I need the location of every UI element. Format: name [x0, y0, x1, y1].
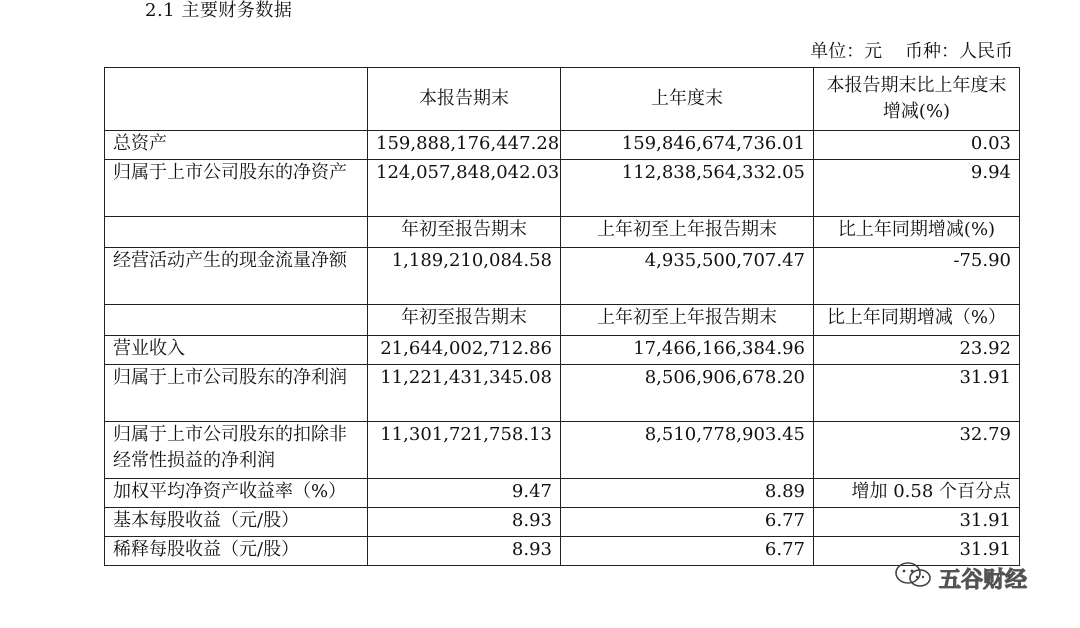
- watermark-text: 五谷财经: [939, 567, 1028, 593]
- row-label: 加权平均净资产收益率（%）: [105, 479, 368, 508]
- row-value-2: 8,506,906,678.20: [561, 365, 814, 422]
- row-value-1: 1,189,210,084.58: [368, 248, 561, 305]
- row-value-2: 159,846,674,736.01: [561, 131, 814, 160]
- row-value-3: 0.03: [814, 131, 1020, 160]
- row-value-3: 31.91: [814, 537, 1020, 566]
- row-value-1: 11,301,721,758.13: [368, 422, 561, 479]
- row-value-3: 31.91: [814, 508, 1020, 537]
- table-row: [105, 365, 1020, 422]
- subheader-yoy-change: 比上年同期增减（%）: [814, 305, 1020, 336]
- row-value-2: 8,510,778,903.45: [561, 422, 814, 479]
- row-value-1: 11,221,431,345.08: [368, 365, 561, 422]
- table-row: [105, 160, 1020, 217]
- row-value-3: 31.91: [814, 365, 1020, 422]
- table-row: [105, 131, 1020, 160]
- row-value-1: 21,644,002,712.86: [368, 336, 561, 365]
- header-prior-year-end: 上年度末: [561, 68, 814, 131]
- row-value-2: 8.89: [561, 479, 814, 508]
- row-value-3: 32.79: [814, 422, 1020, 479]
- table-row: [105, 422, 1020, 479]
- row-value-3: 9.94: [814, 160, 1020, 217]
- header-current-period-end: 本报告期末: [368, 68, 561, 131]
- row-label: 总资产: [105, 131, 368, 160]
- row-label: 归属于上市公司股东的扣除非经常性损益的净利润: [105, 422, 368, 479]
- row-value-1: 9.47: [368, 479, 561, 508]
- row-value-2: 6.77: [561, 508, 814, 537]
- row-value-2: 17,466,166,384.96: [561, 336, 814, 365]
- row-value-3: -75.90: [814, 248, 1020, 305]
- table-row: [105, 248, 1020, 305]
- subheader-ytd: 年初至报告期末: [368, 217, 561, 248]
- subheader-yoy-change: 比上年同期增减(%): [814, 217, 1020, 248]
- row-label: 营业收入: [105, 336, 368, 365]
- subheader-ytd: 年初至报告期末: [368, 305, 561, 336]
- row-value-2: 112,838,564,332.05: [561, 160, 814, 217]
- row-label: 基本每股收益（元/股）: [105, 508, 368, 537]
- section-title: 2.1 主要财务数据: [145, 0, 293, 21]
- row-value-3: 增加 0.58 个百分点: [814, 479, 1020, 508]
- row-value-1: 124,057,848,042.03: [368, 160, 561, 217]
- row-label: 归属于上市公司股东的净利润: [105, 365, 368, 422]
- subheader-prior-ytd: 上年初至上年报告期末: [561, 217, 814, 248]
- row-value-1: 159,888,176,447.28: [368, 131, 561, 160]
- table-row: [105, 336, 1020, 365]
- subheader-empty-cell: [105, 305, 368, 336]
- table-subheader-row: [105, 217, 1020, 248]
- row-value-2: 4,935,500,707.47: [561, 248, 814, 305]
- row-label: 归属于上市公司股东的净资产: [105, 160, 368, 217]
- unit-currency-line: 单位：元 币种：人民币: [810, 41, 1013, 62]
- subheader-prior-ytd: 上年初至上年报告期末: [561, 305, 814, 336]
- row-label: 稀释每股收益（元/股）: [105, 537, 368, 566]
- table-row: [105, 479, 1020, 508]
- row-label: 经营活动产生的现金流量净额: [105, 248, 368, 305]
- header-empty-cell: [105, 68, 368, 131]
- table-subheader-row: [105, 305, 1020, 336]
- row-value-1: 8.93: [368, 537, 561, 566]
- table-row: [105, 508, 1020, 537]
- subheader-empty-cell: [105, 217, 368, 248]
- financial-data-table: [104, 67, 1020, 566]
- table-row: [105, 537, 1020, 566]
- table-header-row: [105, 68, 1020, 131]
- header-change-percent: 本报告期末比上年度末增减(%): [814, 68, 1020, 131]
- row-value-3: 23.92: [814, 336, 1020, 365]
- row-value-2: 6.77: [561, 537, 814, 566]
- row-value-1: 8.93: [368, 508, 561, 537]
